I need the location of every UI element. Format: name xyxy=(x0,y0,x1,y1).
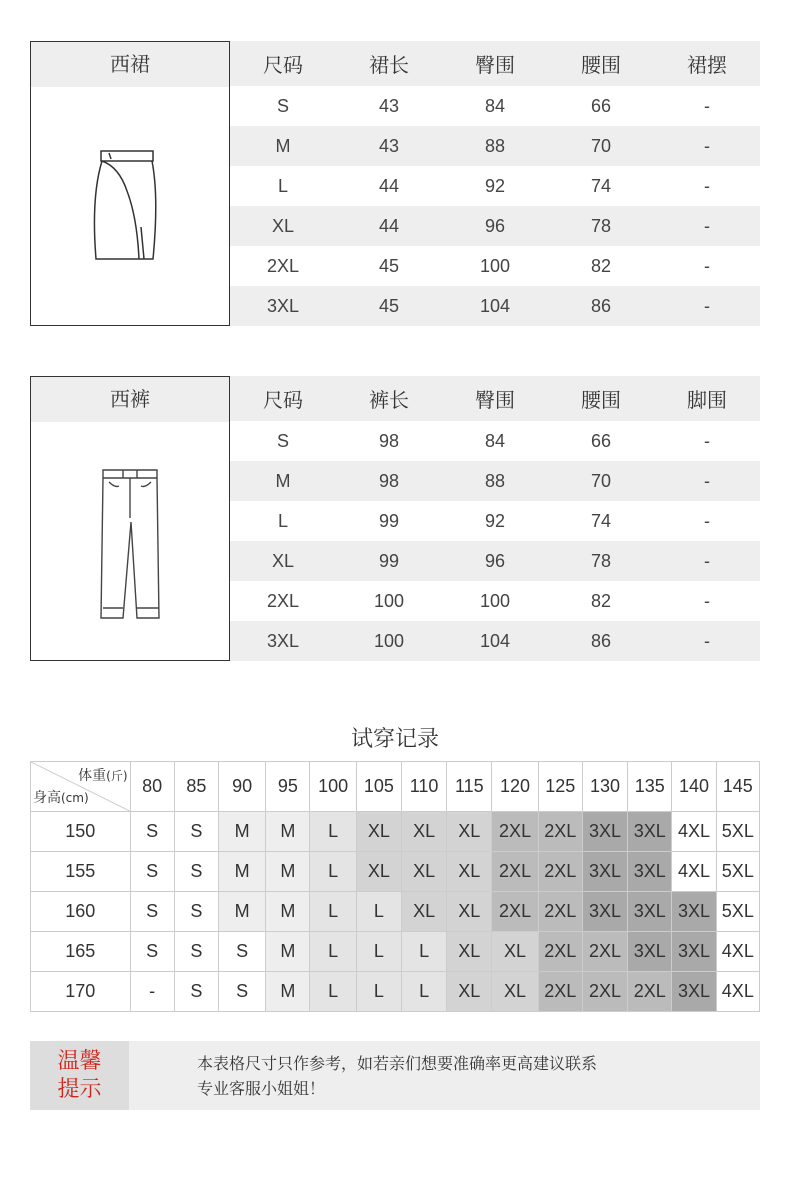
table-row xyxy=(230,621,760,661)
size-cell: L xyxy=(401,972,446,1012)
tips-text-line1: 本表格尺寸只作参考，如若亲们想要准确率更高建议联系 xyxy=(197,1054,598,1073)
cell: 99 xyxy=(336,501,442,541)
skirt-icon xyxy=(31,87,229,325)
size-cell: M xyxy=(266,812,310,852)
table-row xyxy=(230,246,760,286)
cell: 100 xyxy=(442,581,548,621)
cell: XL xyxy=(230,541,336,581)
height-cell: 150 xyxy=(31,812,131,852)
cell: 84 xyxy=(442,421,548,461)
header-hip: 臀围 xyxy=(442,41,548,86)
weight-header: 145 xyxy=(716,762,759,812)
size-cell: 2XL xyxy=(582,932,627,972)
cell: - xyxy=(654,86,760,126)
cell: 99 xyxy=(336,541,442,581)
size-cell: 2XL xyxy=(538,892,582,932)
size-cell: 5XL xyxy=(716,892,759,932)
size-cell: S xyxy=(174,972,218,1012)
pants-image-panel xyxy=(30,376,230,661)
size-cell: XL xyxy=(356,852,401,892)
size-cell: 2XL xyxy=(582,972,627,1012)
cell: 86 xyxy=(548,286,654,326)
size-cell: L xyxy=(310,812,356,852)
size-cell: 2XL xyxy=(628,972,672,1012)
weight-label: 体重 xyxy=(78,768,107,784)
height-cell: 165 xyxy=(31,932,131,972)
size-cell: 2XL xyxy=(492,812,538,852)
cell: 88 xyxy=(442,126,548,166)
height-cell: 160 xyxy=(31,892,131,932)
size-cell: L xyxy=(356,892,401,932)
cell: S xyxy=(230,86,336,126)
size-cell: 3XL xyxy=(628,932,672,972)
weight-header: 95 xyxy=(266,762,310,812)
tips-label xyxy=(30,1041,129,1110)
header-size: 尺码 xyxy=(230,41,336,86)
cell: 74 xyxy=(548,166,654,206)
weight-header: 110 xyxy=(401,762,446,812)
size-cell: 3XL xyxy=(628,812,672,852)
cell: - xyxy=(654,286,760,326)
size-cell: M xyxy=(219,812,266,852)
record-header-row xyxy=(31,762,760,812)
size-cell: 3XL xyxy=(582,892,627,932)
cell: 2XL xyxy=(230,581,336,621)
height-axis-label xyxy=(33,787,89,807)
cell: 45 xyxy=(336,246,442,286)
cell: 84 xyxy=(442,86,548,126)
cell: - xyxy=(654,501,760,541)
size-cell: XL xyxy=(447,932,492,972)
size-cell: M xyxy=(219,852,266,892)
size-cell: 3XL xyxy=(672,892,716,932)
size-cell: 2XL xyxy=(538,812,582,852)
cell: 98 xyxy=(336,461,442,501)
header-waist: 腰围 xyxy=(548,376,654,421)
weight-axis-label xyxy=(78,765,127,785)
size-cell: L xyxy=(356,932,401,972)
size-cell: 4XL xyxy=(716,932,759,972)
cell: 66 xyxy=(548,421,654,461)
weight-header: 105 xyxy=(356,762,401,812)
weight-header: 90 xyxy=(219,762,266,812)
weight-header: 135 xyxy=(628,762,672,812)
size-cell: XL xyxy=(401,812,446,852)
size-cell: 3XL xyxy=(672,972,716,1012)
size-cell: M xyxy=(266,892,310,932)
tips-label-line2: 提示 xyxy=(57,1076,102,1102)
size-cell: XL xyxy=(447,972,492,1012)
table-row xyxy=(230,126,760,166)
size-cell: 2XL xyxy=(538,932,582,972)
weight-header: 140 xyxy=(672,762,716,812)
size-cell: XL xyxy=(401,852,446,892)
cell: 98 xyxy=(336,421,442,461)
weight-header: 115 xyxy=(447,762,492,812)
size-cell: L xyxy=(356,972,401,1012)
size-cell: S xyxy=(174,852,218,892)
weight-header: 125 xyxy=(538,762,582,812)
pants-title: 西裤 xyxy=(31,377,229,422)
table-row xyxy=(230,86,760,126)
skirt-image-panel xyxy=(30,41,230,326)
size-cell: S xyxy=(219,972,266,1012)
cell: 88 xyxy=(442,461,548,501)
size-cell: 2XL xyxy=(492,892,538,932)
pants-icon xyxy=(31,422,229,660)
size-cell: M xyxy=(219,892,266,932)
size-cell: L xyxy=(310,852,356,892)
table-row xyxy=(230,541,760,581)
table-row xyxy=(31,972,760,1012)
cell: 45 xyxy=(336,286,442,326)
table-row xyxy=(230,206,760,246)
size-cell: 5XL xyxy=(716,812,759,852)
cell: - xyxy=(654,581,760,621)
height-cell: 155 xyxy=(31,852,131,892)
size-cell: L xyxy=(401,932,446,972)
cell: - xyxy=(654,461,760,501)
size-cell: - xyxy=(130,972,174,1012)
size-cell: L xyxy=(310,932,356,972)
size-cell: 2XL xyxy=(492,852,538,892)
size-cell: 4XL xyxy=(672,812,716,852)
height-cell: 170 xyxy=(31,972,131,1012)
size-cell: XL xyxy=(447,812,492,852)
skirt-size-section xyxy=(30,41,760,326)
cell: 100 xyxy=(442,246,548,286)
size-cell: 5XL xyxy=(716,852,759,892)
size-cell: 3XL xyxy=(628,892,672,932)
cell: 78 xyxy=(548,206,654,246)
cell: 70 xyxy=(548,126,654,166)
weight-header: 100 xyxy=(310,762,356,812)
table-row xyxy=(230,421,760,461)
size-cell: 4XL xyxy=(672,852,716,892)
skirt-title: 西裙 xyxy=(31,42,229,87)
cell: 43 xyxy=(336,126,442,166)
header-waist: 腰围 xyxy=(548,41,654,86)
table-header-row xyxy=(230,41,760,86)
cell: 2XL xyxy=(230,246,336,286)
table-row xyxy=(31,812,760,852)
table-row xyxy=(230,501,760,541)
record-corner-cell xyxy=(31,762,131,812)
size-cell: XL xyxy=(492,972,538,1012)
cell: S xyxy=(230,421,336,461)
weight-unit: (斤) xyxy=(106,769,128,783)
weight-header: 80 xyxy=(130,762,174,812)
size-cell: XL xyxy=(401,892,446,932)
size-cell: 3XL xyxy=(672,932,716,972)
cell: 82 xyxy=(548,246,654,286)
table-row xyxy=(31,892,760,932)
cell: L xyxy=(230,166,336,206)
pants-size-section xyxy=(30,376,760,661)
size-cell: XL xyxy=(447,892,492,932)
size-cell: 3XL xyxy=(582,812,627,852)
table-row xyxy=(230,166,760,206)
cell: 104 xyxy=(442,621,548,661)
cell: 96 xyxy=(442,206,548,246)
cell: - xyxy=(654,541,760,581)
size-cell: M xyxy=(266,972,310,1012)
size-cell: S xyxy=(174,812,218,852)
header-hem: 裙摆 xyxy=(654,41,760,86)
skirt-size-table xyxy=(230,41,760,326)
size-cell: M xyxy=(266,852,310,892)
cell: M xyxy=(230,126,336,166)
table-row xyxy=(31,852,760,892)
cell: 43 xyxy=(336,86,442,126)
cell: 44 xyxy=(336,206,442,246)
header-hip: 臀围 xyxy=(442,376,548,421)
cell: 82 xyxy=(548,581,654,621)
cell: 78 xyxy=(548,541,654,581)
size-cell: S xyxy=(130,852,174,892)
size-cell: 3XL xyxy=(628,852,672,892)
size-cell: 3XL xyxy=(582,852,627,892)
table-header-row xyxy=(230,376,760,421)
cell: - xyxy=(654,126,760,166)
cell: 96 xyxy=(442,541,548,581)
size-cell: XL xyxy=(492,932,538,972)
record-table xyxy=(30,761,760,1012)
cell: L xyxy=(230,501,336,541)
cell: - xyxy=(654,246,760,286)
size-cell: 2XL xyxy=(538,972,582,1012)
cell: 92 xyxy=(442,501,548,541)
table-row xyxy=(230,461,760,501)
size-cell: S xyxy=(130,812,174,852)
table-row xyxy=(230,581,760,621)
cell: 92 xyxy=(442,166,548,206)
header-cuff: 脚围 xyxy=(654,376,760,421)
cell: 74 xyxy=(548,501,654,541)
tips-label-line1: 温馨 xyxy=(57,1048,102,1074)
header-size: 尺码 xyxy=(230,376,336,421)
weight-header: 130 xyxy=(582,762,627,812)
size-cell: L xyxy=(310,972,356,1012)
size-cell: XL xyxy=(356,812,401,852)
cell: 100 xyxy=(336,621,442,661)
size-cell: XL xyxy=(447,852,492,892)
cell: 3XL xyxy=(230,621,336,661)
size-cell: S xyxy=(174,892,218,932)
height-label: 身高 xyxy=(33,790,61,806)
cell: 104 xyxy=(442,286,548,326)
cell: 100 xyxy=(336,581,442,621)
pants-illustration xyxy=(31,422,229,660)
table-row xyxy=(31,932,760,972)
cell: 44 xyxy=(336,166,442,206)
cell: - xyxy=(654,621,760,661)
cell: - xyxy=(654,166,760,206)
cell: - xyxy=(654,206,760,246)
height-unit: (cm) xyxy=(61,791,89,805)
tips-text-line2: 专业客服小姐姐！ xyxy=(197,1079,326,1098)
size-cell: 2XL xyxy=(538,852,582,892)
size-cell: S xyxy=(174,932,218,972)
cell: 86 xyxy=(548,621,654,661)
header-length: 裙长 xyxy=(336,41,442,86)
tips-text xyxy=(197,1051,717,1101)
size-cell: M xyxy=(266,932,310,972)
tips-banner xyxy=(30,1041,760,1110)
skirt-illustration xyxy=(31,87,229,325)
size-cell: S xyxy=(130,892,174,932)
cell: 3XL xyxy=(230,286,336,326)
cell: XL xyxy=(230,206,336,246)
size-cell: L xyxy=(310,892,356,932)
size-cell: S xyxy=(130,932,174,972)
size-cell: 4XL xyxy=(716,972,759,1012)
weight-header: 85 xyxy=(174,762,218,812)
record-title: 试穿记录 xyxy=(350,727,439,752)
cell: M xyxy=(230,461,336,501)
cell: 70 xyxy=(548,461,654,501)
table-row xyxy=(230,286,760,326)
header-length: 裤长 xyxy=(336,376,442,421)
size-cell: S xyxy=(219,932,266,972)
cell: 66 xyxy=(548,86,654,126)
pants-size-table xyxy=(230,376,760,661)
cell: - xyxy=(654,421,760,461)
weight-header: 120 xyxy=(492,762,538,812)
